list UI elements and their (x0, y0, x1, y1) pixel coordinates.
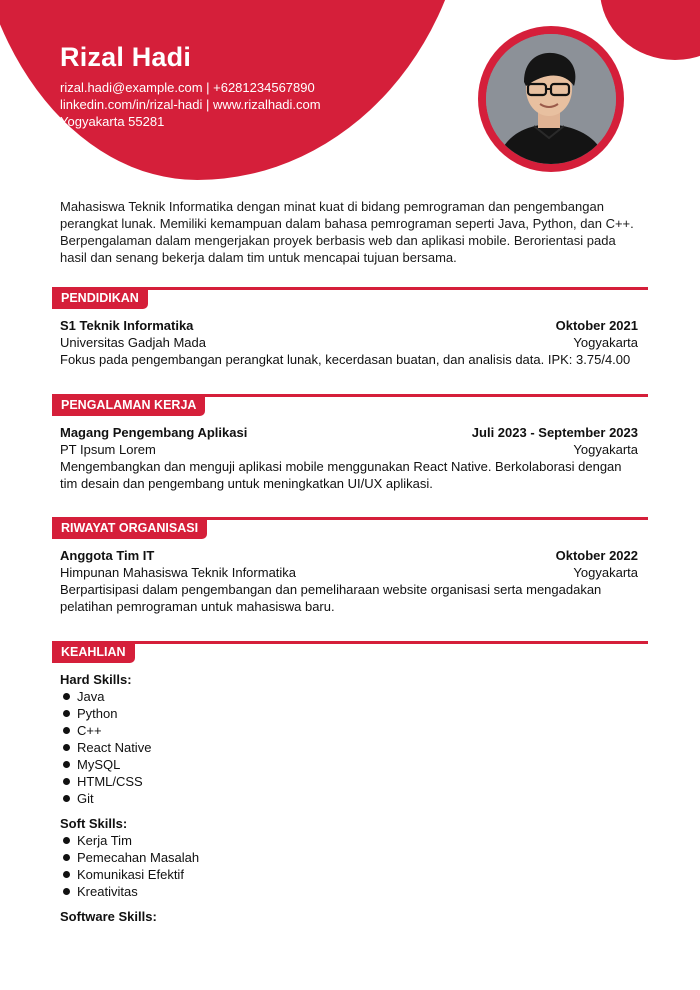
list-item: Java (60, 688, 199, 705)
entry-role: Anggota Tim IT (60, 548, 155, 563)
header-contact-block (60, 42, 321, 130)
hard-skills-list (60, 688, 199, 807)
section-education (52, 287, 648, 377)
list-item: React Native (60, 739, 199, 756)
list-item: HTML/CSS (60, 773, 199, 790)
entry-role: Magang Pengembang Aplikasi (60, 425, 248, 440)
entry-organization: Universitas Gadjah Mada (60, 335, 206, 350)
soft-skills-list (60, 832, 199, 900)
profile-photo (486, 34, 616, 164)
entry-description: Fokus pada pengembangan perangkat lunak, kecerdasan buatan, dan analisis data. IPK: 3.75/4.00 (60, 352, 631, 367)
corner-decoration-shape (600, 0, 700, 60)
list-item: Kerja Tim (60, 832, 199, 849)
organization-entry (60, 547, 638, 615)
entry-organization: PT Ipsum Lorem (60, 442, 156, 457)
entry-description: Mengembangkan dan menguji aplikasi mobile menggunakan React Native. Berkolaborasi dengan tim desain dan pengembang untuk meningkatkan UI/UX aplikasi. (60, 459, 622, 491)
section-skills (52, 641, 648, 941)
skills-list (60, 671, 199, 925)
list-item: Kreativitas (60, 883, 199, 900)
contact-address: Yogyakarta 55281 (60, 114, 165, 129)
profile-photo-frame (478, 26, 624, 172)
entry-organization: Himpunan Mahasiswa Teknik Informatika (60, 565, 297, 580)
contact-email-phone: rizal.hadi@example.com | +6281234567890 (60, 80, 315, 95)
education-entry (60, 317, 638, 368)
section-title: PENGALAMAN KERJA (52, 394, 205, 416)
section-experience (52, 394, 648, 504)
candidate-name: Rizal Hadi (60, 42, 192, 72)
section-title: PENDIDIKAN (52, 287, 148, 309)
software-skills-heading: Software Skills: (60, 909, 157, 924)
section-organization (52, 517, 648, 627)
list-item: MySQL (60, 756, 199, 773)
entry-date: Oktober 2021 (555, 318, 638, 333)
entry-date: Oktober 2022 (555, 548, 638, 563)
list-item: Python (60, 705, 199, 722)
entry-description: Berpartisipasi dalam pengembangan dan pemeliharaan website organisasi serta mengadakan pelatihan pemrograman untuk mahasiswa baru. (60, 582, 602, 614)
profile-summary: Mahasiswa Teknik Informatika dengan minat kuat di bidang pemrograman dan pengembangan perangkat lunak. Memiliki kemampuan dalam bahasa pemrograman seperti Java, Python, dan C++. Berpengalaman dalam mengerjakan proyek berbasis web dan aplikasi mobile. Berorientasi pada hasil dan senang bekerja dalam tim untuk mencapai tujuan bersama. (60, 199, 634, 265)
entry-location: Yogyakarta (573, 442, 638, 457)
entry-date: Juli 2023 - September 2023 (471, 425, 638, 440)
list-item: Pemecahan Masalah (60, 849, 199, 866)
section-title: KEAHLIAN (52, 641, 135, 663)
hard-skills-heading: Hard Skills: (60, 672, 132, 687)
list-item: Komunikasi Efektif (60, 866, 199, 883)
experience-entry (60, 424, 638, 492)
entry-location: Yogyakarta (573, 335, 638, 350)
contact-links: linkedin.com/in/rizal-hadi | www.rizalhadi.com (60, 97, 321, 112)
entry-role: S1 Teknik Informatika (60, 318, 194, 333)
section-divider (52, 641, 648, 644)
soft-skills-heading: Soft Skills: (60, 816, 128, 831)
section-title: RIWAYAT ORGANISASI (52, 517, 207, 539)
list-item: C++ (60, 722, 199, 739)
entry-location: Yogyakarta (573, 565, 638, 580)
person-photo-icon (486, 34, 616, 164)
list-item: Git (60, 790, 199, 807)
